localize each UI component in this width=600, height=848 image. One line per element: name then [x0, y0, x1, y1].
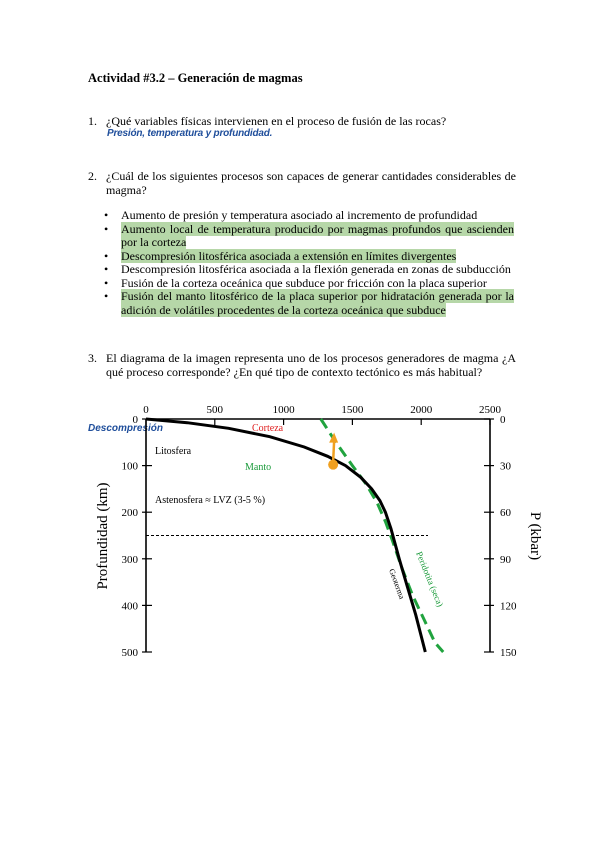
y-left-title: Profundidad (km): [95, 482, 111, 590]
y-left-tick-label: 300: [121, 553, 138, 566]
y-left-tick-label: 200: [121, 507, 138, 520]
y-right-tick-label: 120: [500, 600, 517, 613]
option-text: Descompresión litosférica asociada a la flexión generada en zonas de subducción: [121, 262, 511, 276]
question-2-text: ¿Cuál de los siguientes procesos son capaces de generar cantidades considerables de magma?: [106, 169, 516, 197]
axis-ticks: [122, 404, 518, 659]
question-1-number: 1.: [88, 114, 97, 128]
upwelling-arrow: [333, 441, 334, 462]
label-manto: Manto: [245, 462, 272, 473]
label-corteza: Corteza: [252, 423, 284, 434]
y-right-tick-label: 150: [500, 647, 517, 659]
answer-3: Descompresión: [88, 423, 164, 434]
y-left-tick-label: 100: [121, 460, 138, 473]
question-3-text: El diagrama de la imagen representa uno de los procesos generadores de magma ¿A qué proceso corresponde? ¿En qué tipo de contexto tectónico es más habitual?: [106, 351, 516, 379]
y-right-tick-label: 90: [500, 553, 511, 566]
x-tick-label: 0: [143, 404, 149, 416]
question-2-number: 2.: [88, 169, 97, 183]
y-left-tick-label: 0: [132, 414, 138, 426]
y-left-tick-label: 500: [121, 647, 138, 659]
label-peridotita: Peridotita (seca): [414, 550, 446, 609]
x-tick-label: 1500: [341, 404, 364, 416]
option-text: Aumento local de temperatura producido por magmas profundos que ascienden por la corteza: [121, 221, 514, 249]
y-right-tick-label: 0: [500, 414, 506, 426]
y-right-title: P (kbar): [527, 511, 543, 561]
y-right-tick-label: 30: [500, 460, 511, 473]
y-left-tick-label: 400: [121, 600, 138, 613]
option-text: Descompresión litosférica asociada a extensión en límites divergentes: [121, 248, 457, 263]
question-3-number: 3.: [88, 351, 97, 365]
option-text: Fusión del manto litosférico de la placa superior por hidratación generada por la adición de volátiles procedentes de la corteza oceánica que subduce: [121, 289, 514, 317]
label-litosfera: Litosfera: [155, 446, 192, 457]
question-1-text: ¿Qué variables físicas intervienen en el proceso de fusión de las rocas?: [106, 114, 447, 128]
y-right-tick-label: 60: [500, 507, 511, 520]
label-geoterma: Geoterma: [387, 567, 407, 601]
label-astenosfera: Astenosfera ≈ LVZ (3-5 %): [155, 495, 266, 506]
x-tick-label: 500: [206, 404, 224, 416]
activity-title: Actividad #3.2 – Generación de magmas: [88, 71, 303, 85]
option-text: Aumento de presión y temperatura asociado al incremento de profundidad: [121, 208, 478, 222]
answer-1: Presión, temperatura y profundidad.: [107, 128, 273, 139]
x-tick-label: 1000: [272, 404, 295, 416]
x-tick-label: 2000: [410, 404, 433, 416]
x-tick-label: 2500: [479, 404, 501, 416]
option-text: Fusión de la corteza oceánica que subduce por fricción con la placa superior: [121, 275, 487, 290]
